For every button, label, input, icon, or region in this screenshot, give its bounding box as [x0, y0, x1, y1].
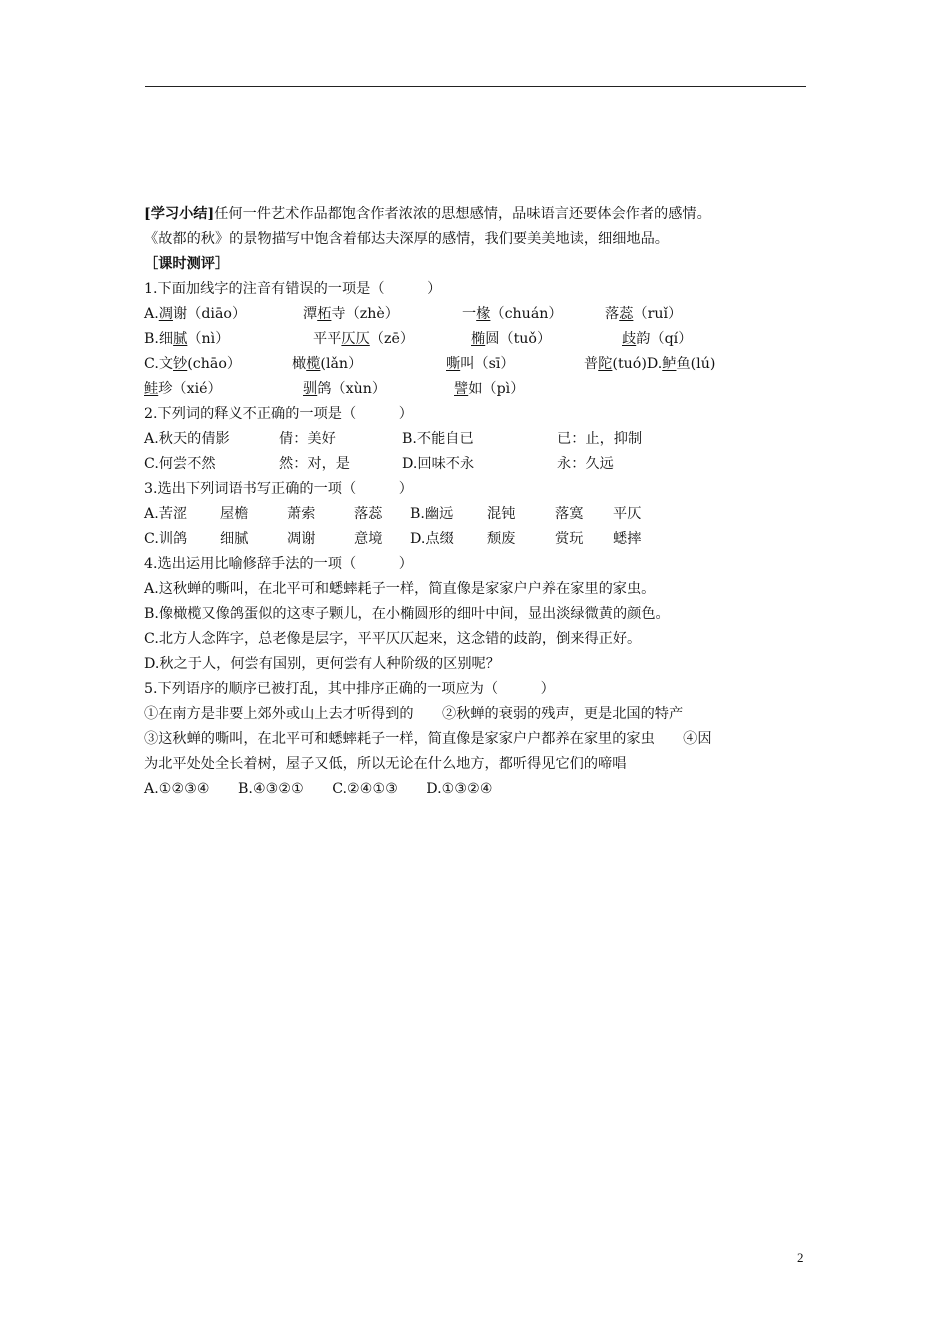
q1-stem: 1.下面加线字的注音有错误的一项是（ ）	[144, 281, 442, 297]
q1-option-d: 鲑珍（xié） 驯鸽（xùn） 譬如（pì）	[144, 381, 525, 397]
q5-line-1: ①在南方是非要上郊外或山上去才听得到的 ②秋蝉的衰弱的残声，更是北国的特产	[144, 706, 684, 722]
q3-options-cd: C.训鸽 细腻 凋谢 意境 D.点缀 颓废 赏玩 蟋摔	[144, 531, 642, 547]
q4-option-d: D.秋之于人，何尝有国别，更何尝有人种阶级的区别呢？	[144, 656, 500, 672]
q4-stem: 4.选出运用比喻修辞手法的一项（ ）	[144, 556, 413, 572]
q2-stem: 2.下列词的释义不正确的一项是（ ）	[144, 406, 413, 422]
q3-stem: 3.选出下列词语书写正确的一项（ ）	[144, 481, 413, 497]
q5-line-2: ③这秋蝉的嘶叫，在北平可和蟋蟀耗子一样，简直像是家家户户都养在家里的家虫 ④因	[144, 731, 712, 747]
summary-line-2: 《故都的秋》的景物描写中饱含着郁达夫深厚的感情，我们要美美地读，细细地品。	[144, 231, 669, 247]
summary-heading: [学习小结]	[144, 206, 215, 222]
document-body	[144, 202, 812, 802]
q3-options-ab: A.苦涩 屋檐 萧索 落蕊 B.幽远 混钝 落寞 平仄	[144, 506, 642, 522]
q1-option-b: B.细腻（nì） 平平仄仄（zē） 椭圆（tuǒ） 歧韵（qí）	[144, 331, 693, 347]
q1-option-a: A.凋谢（diāo） 潭柘寺（zhè） 一椽（chuán） 落蕊（ruǐ）	[144, 306, 683, 322]
q5-stem: 5.下列语序的顺序已被打乱，其中排序正确的一项应为（ ）	[144, 681, 555, 697]
summary-line-1: [学习小结]任何一件艺术作品都饱含作者浓浓的思想感情，品味语言还要体会作者的感情。	[144, 206, 711, 222]
q4-option-c: C.北方人念阵字，总老像是层字，平平仄仄起来，这念错的歧韵，倒来得正好。	[144, 631, 642, 647]
q5-line-3: 为北平处处全长着树，屋子又低，所以无论在什么地方，都听得见它们的啼唱	[144, 756, 627, 772]
header-rule	[145, 86, 806, 87]
test-heading: ［课时测评］	[144, 256, 230, 272]
q4-option-b: B.像橄榄又像鸽蛋似的这枣子颗儿，在小椭圆形的细叶中间，显出淡绿微黄的颜色。	[144, 606, 670, 622]
page-number: 2	[797, 1250, 804, 1265]
q1-option-c: C.文钞(chāo） 橄榄(lǎn） 嘶叫（sī） 普陀(tuó)D.鲈鱼(lú)	[144, 356, 716, 372]
q5-options: A.①②③④ B.④③②① C.②④①③ D.①③②④	[144, 781, 493, 797]
q2-options-ab: A.秋天的倩影 倩：美好 B.不能自已 已：止，抑制	[144, 431, 643, 447]
q4-option-a: A.这秋蝉的嘶叫，在北平可和蟋蟀耗子一样，简直像是家家户户养在家里的家虫。	[144, 581, 656, 597]
q2-options-cd: C.何尝不然 然：对，是 D.回味不永 永：久远	[144, 456, 614, 472]
